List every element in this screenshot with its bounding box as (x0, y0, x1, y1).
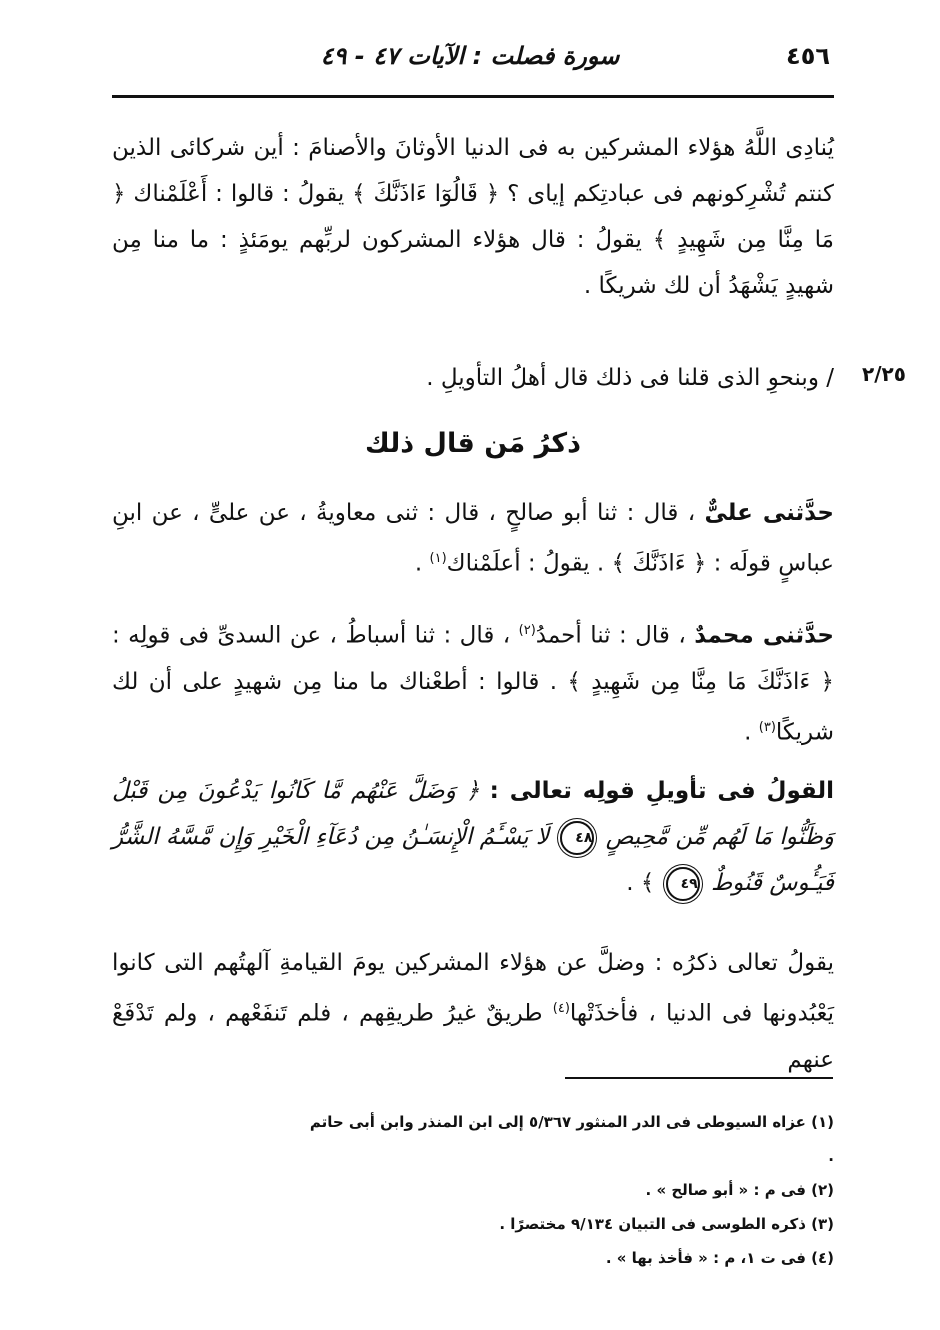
paragraph-4 (112, 608, 834, 755)
ayah-number-49-icon: ٤٩ (666, 867, 700, 901)
paragraph-5 (112, 768, 834, 906)
narration-lead: حدَّثنى علىٌّ (704, 500, 835, 526)
footnote-marker-4[interactable]: (٤) (552, 1001, 570, 1016)
paragraph-2: / وبنحوِ الذى قلنا فى ذلك قال أهلُ التأويلِ . (426, 365, 834, 391)
narration-text: ، قال : ثنا أبو صالحٍ ، قال : ثنى معاويةُ ، عن علىٍّ ، عن ابنِ عباسٍ قولَه : ﴿ ءَاذَنَّكَ ﴾ . يقولُ : أعلَمْناك (112, 500, 834, 577)
narration-text: ، قال : ثنا أحمدُ (535, 622, 686, 649)
footnote-3: (٣) ذكره الطوسى فى التبيان ٩/١٣٤ مختصرًا . (499, 1215, 834, 1233)
quran-verse-48: ﴿ وَضَلَّ عَنْهُم مَّا كَانُوا يَدْعُونَ مِن قَبْلُ وَظَنُّوا مَا لَهُم مِّن مَّحِيصٍ (112, 778, 834, 850)
footnote-2: (٢) فى م : « أبو صالح » . (645, 1181, 834, 1199)
page-header (110, 38, 830, 78)
commentary-heading: القولُ فى تأويلِ قولِه تعالى : (489, 778, 834, 804)
footnote-marker-3[interactable]: (٣) (758, 719, 776, 735)
paragraph-3 (112, 490, 834, 587)
margin-reference: ٢/٢٥ (862, 362, 906, 386)
footnote-rule (565, 1077, 833, 1079)
header-rule (112, 95, 834, 98)
narration-text: ، قال : ثنا أسباطُ ، عن السدىِّ فى قولِه : ﴿ ءَاذَنَّكَ مَا مِنَّا مِن شَهِيدٍ ﴾ . قالوا : أطعْناك ما منا مِن شهيدٍ على أن لك شريكًا (112, 622, 834, 746)
narration-end: . (744, 719, 759, 746)
narration-lead: حدَّثنى محمدٌ (694, 622, 834, 649)
verse-close: ﴾ . (626, 870, 655, 896)
paragraph-1: يُنادِى اللَّهُ هؤلاء المشركين به فى الدنيا الأوثانَ والأصنامَ : أين شركائى الذين كنتم تُشْرِكونهم فى عبادتِكم إياى ؟ ﴿ قَالُوٓا ءَاذَنَّكَ ﴾ يقولُ : قالوا : أَعْلَمْناك ﴿ مَا مِنَّا مِن شَهِيدٍ ﴾ يقولُ : قال هؤلاء المشركون لربِّهم يومَئذٍ : ما منا مِن شهيدٍ يَشْهَدُ أن لك شريكًا . (112, 135, 834, 299)
commentary-text: طريقٌ غيرُ طريقِهم ، فلم تَنفَعْهم ، ولم تَدْفَعْ عنهم (112, 1000, 834, 1073)
running-title: سورة فصلت : الآيات ٤٧ - ٤٩ (320, 42, 620, 70)
ayah-number-48-icon: ٤٨ (560, 821, 594, 855)
commentary-text: يقولُ تعالى ذكرُه : وضلَّ عن هؤلاء المشركين يومَ القيامةِ آلهتُهم التى كانوا يَعْبُدونها فى الدنيا ، فأخذَتْها (112, 950, 835, 1027)
section-heading: ذكرُ مَن قال ذلك (365, 428, 581, 459)
footnote-1: (١) عزاه السيوطى فى الدر المنثور ٥/٣٦٧ إلى ابن المنذر وابن أبى حاتم . (309, 1113, 834, 1165)
quran-verse-49: لَا يَسْـَٔمُ الْإِنسَـٰنُ مِن دُعَآءِ الْخَيْرِ وَإِن مَّسَّهُ الشَّرُّ فَيَـُٔوسٌ قَنُوطٌ (112, 824, 834, 896)
footnote-marker-2[interactable]: (٢) (518, 623, 536, 638)
page-number: ٤٥٦ (786, 42, 830, 70)
footnote-marker-1[interactable]: (١) (429, 551, 447, 566)
paragraph-6 (112, 940, 834, 1083)
narration-end: . (414, 550, 430, 577)
footnotes (300, 1105, 834, 1275)
footnote-4: (٤) فى ت ١، م : « فأخذ بها » . (605, 1249, 834, 1267)
